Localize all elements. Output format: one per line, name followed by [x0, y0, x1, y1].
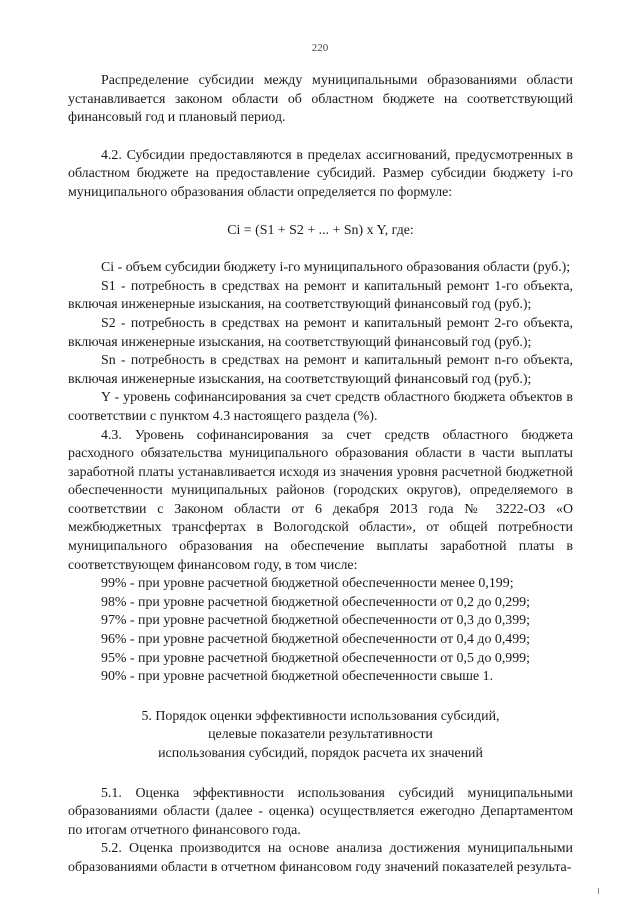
- level-item: 96% - при уровне расчетной бюджетной обеспеченности от 0,4 до 0,499;: [101, 632, 530, 648]
- level-item: 97% - при уровне расчетной бюджетной обеспеченности от 0,3 до 0,399;: [101, 613, 530, 629]
- definition-s1: S1 - потребность в средствах на ремонт и капитальный ремонт 1-го объекта, включая инженерные изыскания, на соответствующий финансовый год (руб.);: [68, 278, 573, 313]
- level-item: 99% - при уровне расчетной бюджетной обеспеченности менее 0,199;: [101, 576, 514, 592]
- level-item: 98% - при уровне расчетной бюджетной обеспеченности от 0,2 до 0,299;: [101, 594, 530, 610]
- section-5-heading-line2: целевые показатели результативности: [208, 727, 433, 743]
- level-item: 95% - при уровне расчетной бюджетной обеспеченности от 0,5 до 0,999;: [101, 650, 530, 666]
- document-body: [68, 72, 573, 878]
- paragraph-4-3: 4.3. Уровень софинансирования за счет средств областного бюджета расходного обязательства муниципального образования области в части выплаты заработной платы устанавливается исходя из значения уровня расчетной бюджетной обеспеченности муниципальных районов (городских округов), определяемого в соответствии с Законом области от 6 декабря 2013 года № 3222-ОЗ «О межбюджетных трансфертах в Вологодской области», от общей потребности муниципального образования на обеспечение выплаты заработной платы в соответствующем финансовом году, в том числе:: [68, 427, 573, 573]
- section-5-heading-line1: 5. Порядок оценки эффективности использования субсидий,: [141, 708, 500, 724]
- paragraph-5-2: 5.2. Оценка производится на основе анализа достижения муниципальными образованиями области в отчетном финансовом году значений показателей результа-: [68, 841, 573, 875]
- paragraph-5-1: 5.1. Оценка эффективности использования субсидий муниципальными образованиями области (далее - оценка) осуществляется ежегодно Департаментом по итогам отчетного финансового года.: [68, 785, 573, 838]
- paragraph-4-2: 4.2. Субсидии предоставляются в пределах ассигнований, предусмотренных в областном бюджете на предоставление субсидий. Размер субсидии бюджету i-го муниципального образования области определяется по формуле:: [68, 147, 573, 200]
- definition-sn: Sn - потребность в средствах на ремонт и капитальный ремонт n-го объекта, включая инженерные изыскания, на соответствующий финансовый год (руб.);: [68, 353, 573, 387]
- scan-mark: [598, 888, 599, 894]
- level-item: 90% - при уровне расчетной бюджетной обеспеченности свыше 1.: [101, 669, 494, 685]
- section-5-heading-line3: использования субсидий, порядок расчета их значений: [158, 746, 483, 761]
- definition-ci: Ci - объем субсидии бюджету i-го муниципального образования области (руб.);: [101, 260, 571, 276]
- paragraph-subsidy-distribution: Распределение субсидии между муниципальными образованиями области устанавливается законом области об областном бюджете на соответствующий финансовый год и плановый период.: [68, 73, 573, 126]
- page-number: 220: [311, 42, 329, 54]
- definition-s2: S2 - потребность в средствах на ремонт и капитальный ремонт 2-го объекта, включая инженерные изыскания, на соответствующий финансовый год (руб.);: [68, 315, 573, 350]
- formula: Ci = (S1 + S2 + ... + Sn) x Y, где:: [227, 222, 414, 238]
- definition-y: Y - уровень софинансирования за счет средств областного бюджета объектов в соответствии с пунктом 4.3 настоящего раздела (%).: [68, 390, 573, 424]
